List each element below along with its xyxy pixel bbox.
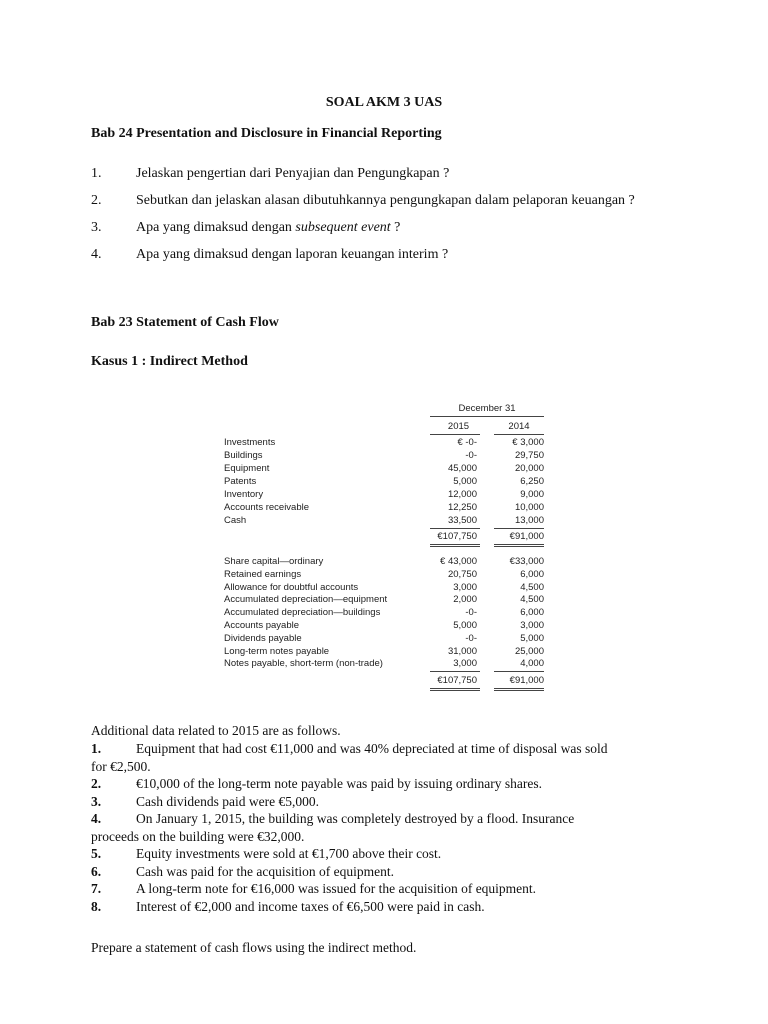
eq-total-underline-2015 <box>430 688 480 689</box>
additional-item-number: 2. <box>91 776 102 791</box>
year-2014-header: 2014 <box>508 421 530 432</box>
asset-value-2014: 13,000 <box>514 515 544 526</box>
asset-value-2014: € 3,000 <box>512 437 544 448</box>
header-rule <box>430 416 544 417</box>
eq-total-underline-2014 <box>494 688 544 689</box>
question-1-text: Jelaskan pengertian dari Penyajian dan Pengungkapan ? <box>136 166 450 181</box>
additional-item-number: 6. <box>91 863 102 879</box>
equity-liability-label: Notes payable, short-term (non-trade) <box>224 658 383 670</box>
asset-label: Cash <box>224 515 247 526</box>
asset-value-2014: 20,000 <box>514 463 544 474</box>
equity-liability-value-2015: 20,750 <box>447 568 477 580</box>
additional-item-text: Interest of €2,000 and income taxes of €6,500 were paid in cash. <box>136 898 485 914</box>
equity-liability-label: Long-term notes payable <box>224 645 330 657</box>
equity-liability-label: Retained earnings <box>224 568 302 580</box>
equity-liability-value-2015: -0- <box>465 632 477 644</box>
equity-liability-value-2014: €33,000 <box>509 556 544 567</box>
question-4-text: Apa yang dimaksud dengan laporan keuangan interim ? <box>136 247 449 262</box>
asset-value-2014: 10,000 <box>514 502 544 513</box>
asset-value-2015: 5,000 <box>453 476 477 487</box>
assets-total-underline2-2015 <box>430 546 480 547</box>
question-2-text: Sebutkan dan jelaskan alasan dibutuhkannya pengungkapan dalam pelaporan keuangan ? <box>136 193 635 208</box>
year-2015-rule <box>430 434 480 435</box>
asset-label: Equipment <box>224 463 270 474</box>
assets-total-underline-2015 <box>430 544 480 545</box>
eq-total-rule-2014 <box>494 671 544 672</box>
asset-value-2015: -0- <box>465 450 477 461</box>
asset-value-2014: 29,750 <box>514 450 544 461</box>
equity-liability-label: Accumulated depreciation—buildings <box>224 607 381 619</box>
equity-liability-label: Allowance for doubtful accounts <box>224 581 359 593</box>
additional-item-text: A long-term note for €16,000 was issued for the acquisition of equipment. <box>136 881 537 896</box>
question-4-number: 4. <box>91 247 102 262</box>
additional-intro: Additional data related to 2015 are as follows. <box>91 723 341 738</box>
asset-label: Accounts receivable <box>224 502 310 513</box>
eq-total-underline2-2014 <box>494 690 544 691</box>
equity-liability-label: Accounts payable <box>224 620 299 631</box>
equity-liability-value-2014: 4,500 <box>520 581 544 593</box>
question-1-number: 1. <box>91 166 102 181</box>
equity-liability-value-2015: -0- <box>465 607 477 619</box>
question-3-emphasis: subsequent event <box>295 220 391 235</box>
asset-value-2015: 12,250 <box>447 502 477 513</box>
eq-total-underline2-2015 <box>430 690 480 691</box>
equity-liability-value-2014: 4,000 <box>520 658 544 670</box>
asset-value-2015: 45,000 <box>447 463 477 474</box>
equity-liability-value-2015: 3,000 <box>453 581 477 593</box>
equity-liability-value-2014: 25,000 <box>514 645 544 657</box>
assets-total-underline2-2014 <box>494 546 544 547</box>
assets-total-rule-2014 <box>494 528 544 529</box>
additional-item-text: On January 1, 2015, the building was completely destroyed by a flood. Insurance <box>136 811 575 826</box>
question-3-pre: Apa yang dimaksud dengan <box>136 220 296 235</box>
equity-liability-value-2015: 2,000 <box>453 594 477 606</box>
question-3-text <box>136 220 400 236</box>
section1-heading: Bab 24 Presentation and Disclosure in Financial Reporting <box>91 126 442 141</box>
equity-liability-value-2015: 5,000 <box>453 620 477 631</box>
case-heading: Kasus 1 : Indirect Method <box>91 354 248 369</box>
assets-total-underline-2014 <box>494 544 544 545</box>
asset-label: Inventory <box>224 489 264 500</box>
equity-liability-value-2014: 5,000 <box>520 632 544 644</box>
additional-item-number: 5. <box>91 846 102 861</box>
additional-item-text: €10,000 of the long-term note payable was paid by issuing ordinary shares. <box>136 776 543 791</box>
additional-item-text: Equity investments were sold at €1,700 above their cost. <box>136 846 442 861</box>
additional-item-number: 1. <box>91 741 102 756</box>
additional-item-number: 8. <box>91 898 102 914</box>
asset-value-2015: 33,500 <box>447 515 477 526</box>
equity-liability-value-2014: 6,000 <box>520 607 544 619</box>
year-2015-header: 2015 <box>447 421 470 432</box>
eq-total-2015: €107,750 <box>437 675 477 686</box>
asset-label: Buildings <box>224 450 263 461</box>
equity-liability-value-2015: € 43,000 <box>440 556 477 567</box>
equity-liability-label: Dividends payable <box>224 632 302 644</box>
asset-label: Investments <box>224 437 276 448</box>
eq-total-rule-2015 <box>430 671 480 672</box>
instruction: Prepare a statement of cash flows using the indirect method. <box>91 940 417 955</box>
additional-item-continuation: proceeds on the building were €32,000. <box>91 828 305 844</box>
assets-total-2014: €91,000 <box>509 531 544 542</box>
question-2-number: 2. <box>91 193 102 208</box>
asset-value-2014: 9,000 <box>520 489 544 500</box>
equity-liability-value-2014: 6,000 <box>520 568 544 580</box>
assets-total-rule-2015 <box>430 528 480 529</box>
equity-liability-value-2014: 3,000 <box>520 620 544 631</box>
additional-item-text: Cash dividends paid were €5,000. <box>136 793 319 809</box>
equity-liability-label: Share capital—ordinary <box>224 556 324 567</box>
eq-total-2014: €91,000 <box>509 675 544 686</box>
asset-value-2014: 6,250 <box>520 476 544 487</box>
asset-value-2015: 12,000 <box>447 489 477 500</box>
question-3-number: 3. <box>91 220 102 235</box>
page-title: SOAL AKM 3 UAS <box>325 95 443 110</box>
additional-item-number: 4. <box>91 811 102 826</box>
year-2014-rule <box>494 434 544 435</box>
question-3-post: ? <box>390 220 401 235</box>
asset-value-2015: € -0- <box>457 437 477 448</box>
equity-liability-value-2014: 4,500 <box>520 594 544 606</box>
additional-item-number: 3. <box>91 793 102 809</box>
equity-liability-label: Accumulated depreciation—equipment <box>224 594 388 606</box>
asset-label: Patents <box>224 476 257 487</box>
assets-total-2015: €107,750 <box>437 531 477 542</box>
equity-liability-value-2015: 31,000 <box>447 645 477 657</box>
section2-heading: Bab 23 Statement of Cash Flow <box>91 315 279 330</box>
equity-liability-value-2015: 3,000 <box>453 658 477 670</box>
additional-item-number: 7. <box>91 881 102 896</box>
additional-item-continuation: for €2,500. <box>91 758 151 774</box>
period-header: December 31 <box>458 403 516 414</box>
additional-item-text: Cash was paid for the acquisition of equipment. <box>136 863 394 879</box>
additional-item-text: Equipment that had cost €11,000 and was 40% depreciated at time of disposal was sold <box>136 741 608 756</box>
